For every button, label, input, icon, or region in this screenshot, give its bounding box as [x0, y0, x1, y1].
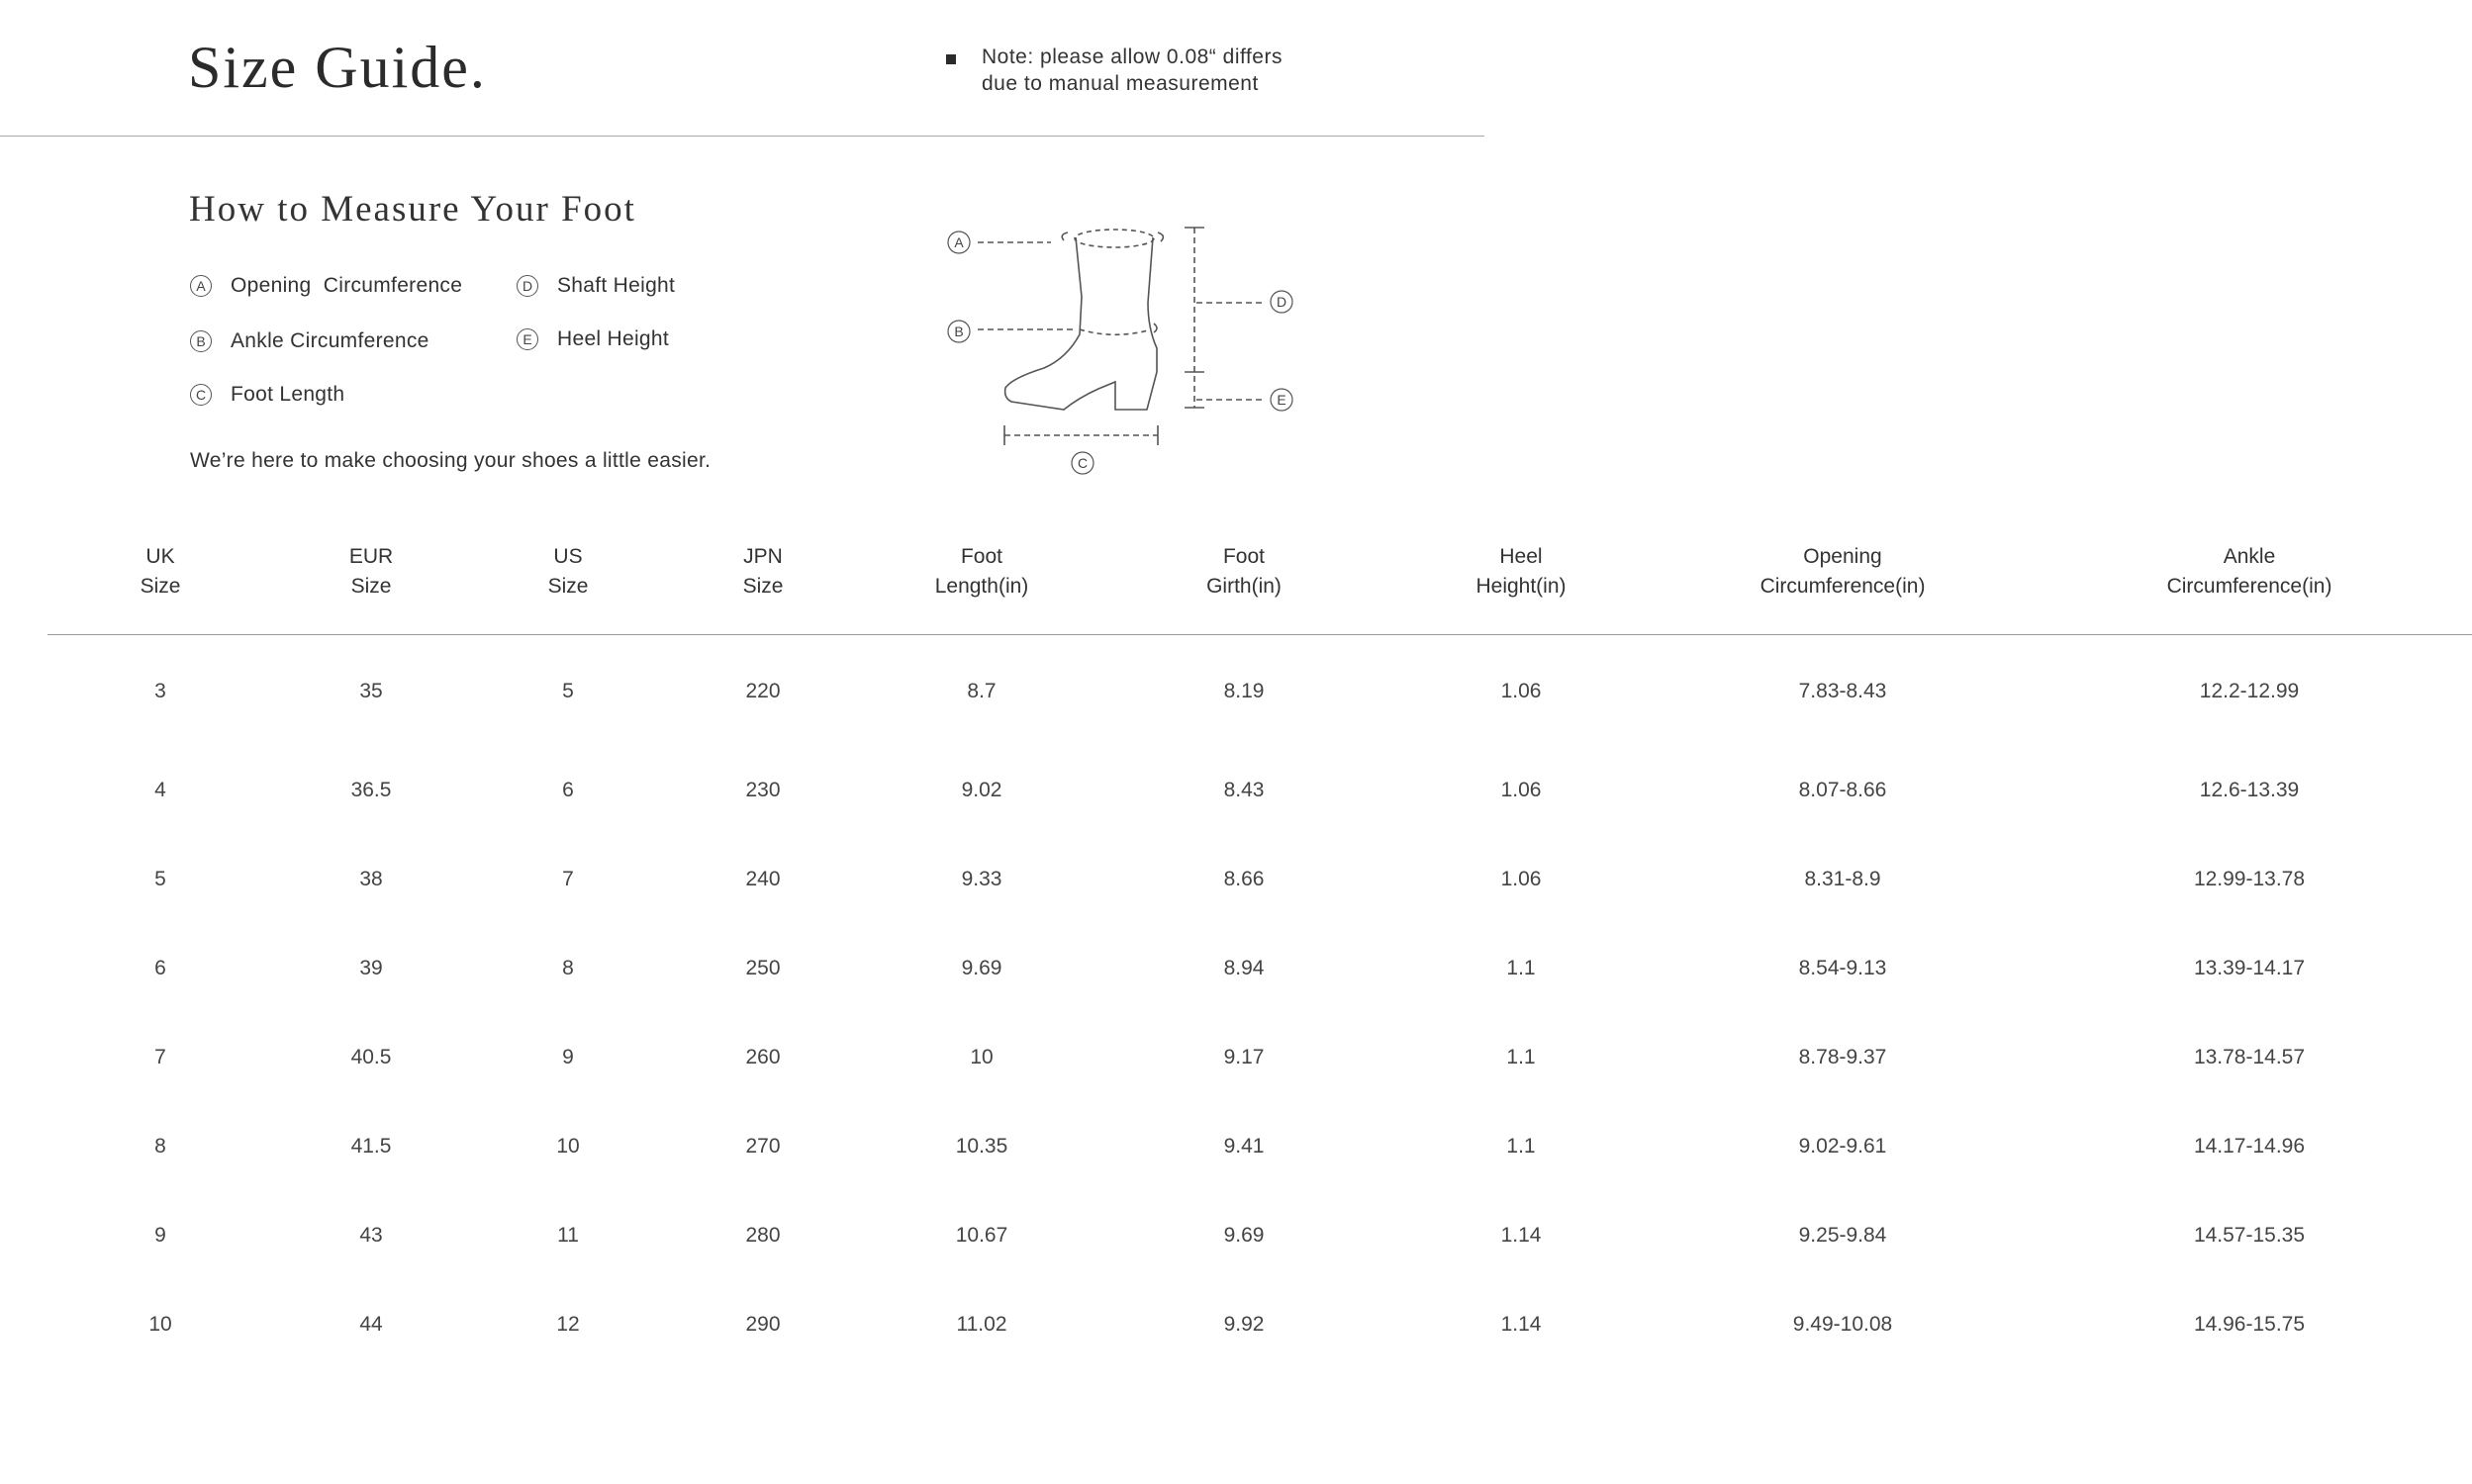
cell-eur-size: 36.5: [350, 779, 392, 801]
cell-us-size: 12: [556, 1313, 580, 1336]
cell-uk-size: 6: [154, 957, 166, 979]
legend-marker-b-icon: B: [190, 330, 212, 352]
column-header-ankle-circumference: Ankle Circumference(in): [2027, 534, 2472, 635]
cell-opening-circumference: 8.54-9.13: [1798, 957, 1887, 979]
diagram-label-b: B: [954, 324, 964, 339]
cell-eur-size: 40.5: [350, 1046, 392, 1068]
note-bullet-icon: [946, 54, 956, 64]
cell-foot-length: 9.69: [961, 957, 1002, 979]
column-header-jpn-size: JPN Size: [667, 534, 859, 635]
cell-opening-circumference: 8.78-9.37: [1798, 1046, 1887, 1068]
cell-foot-length: 11.02: [956, 1313, 1007, 1336]
column-header-foot-length: Foot Length(in): [859, 534, 1104, 635]
cell-us-size: 8: [562, 957, 574, 979]
cell-eur-size: 41.5: [350, 1135, 392, 1158]
cell-foot-girth: 8.94: [1223, 957, 1265, 979]
cell-us-size: 5: [562, 680, 574, 702]
cell-eur-size: 43: [359, 1224, 383, 1247]
column-header-foot-girth: Foot Girth(in): [1104, 534, 1383, 635]
column-header-uk-size: UK Size: [48, 534, 273, 635]
cell-heel-height: 1.14: [1500, 1224, 1542, 1247]
table-header-row: [48, 534, 2472, 635]
diagram-label-a: A: [954, 234, 964, 250]
tagline: We’re here to make choosing your shoes a little easier.: [190, 449, 712, 472]
cell-foot-length: 10: [970, 1046, 994, 1068]
boot-outline-icon: [1005, 230, 1164, 410]
legend-label: Ankle Circumference: [231, 329, 429, 352]
cell-us-size: 10: [556, 1135, 580, 1158]
cell-ankle-circumference: 14.17-14.96: [2193, 1135, 2306, 1158]
measure-section-title: How to Measure Your Foot: [189, 189, 636, 230]
cell-opening-circumference: 8.31-8.9: [1804, 868, 1881, 890]
cell-uk-size: 4: [154, 779, 166, 801]
table-row: [48, 924, 2472, 1013]
table-row: [48, 1102, 2472, 1191]
legend-label: Shaft Height: [557, 274, 676, 297]
page-title: Size Guide.: [188, 35, 487, 100]
cell-us-size: 11: [557, 1224, 579, 1247]
table-row: [48, 1280, 2472, 1369]
size-chart-table: [48, 534, 2472, 1369]
table-row: [48, 1191, 2472, 1280]
cell-opening-circumference: 7.83-8.43: [1798, 680, 1887, 702]
cell-opening-circumference: 9.25-9.84: [1798, 1224, 1887, 1247]
column-header-eur-size: EUR Size: [273, 534, 469, 635]
cell-foot-girth: 8.66: [1223, 868, 1265, 890]
table-row: [48, 746, 2472, 835]
diagram-label-e: E: [1277, 392, 1286, 408]
cell-heel-height: 1.1: [1506, 1135, 1536, 1158]
cell-us-size: 9: [562, 1046, 574, 1068]
legend-marker-d-icon: D: [517, 275, 538, 297]
cell-uk-size: 7: [154, 1046, 166, 1068]
cell-foot-girth: 9.17: [1223, 1046, 1265, 1068]
cell-uk-size: 3: [154, 680, 166, 702]
cell-jpn-size: 240: [745, 868, 781, 890]
cell-heel-height: 1.06: [1500, 680, 1542, 702]
legend-marker-c-icon: C: [190, 384, 212, 406]
cell-us-size: 6: [562, 779, 574, 801]
cell-foot-length: 9.02: [961, 779, 1002, 801]
cell-foot-length: 9.33: [961, 868, 1002, 890]
legend-marker-e-icon: E: [517, 328, 538, 350]
cell-opening-circumference: 9.02-9.61: [1798, 1135, 1887, 1158]
cell-jpn-size: 220: [745, 680, 781, 702]
cell-jpn-size: 230: [745, 779, 781, 801]
cell-uk-size: 10: [148, 1313, 172, 1336]
cell-foot-length: 8.7: [967, 680, 997, 702]
table-row: [48, 635, 2472, 747]
cell-foot-girth: 8.19: [1223, 680, 1265, 702]
diagram-label-c: C: [1077, 455, 1089, 471]
legend-label: Heel Height: [557, 327, 670, 350]
cell-jpn-size: 260: [745, 1046, 781, 1068]
diagram-label-d: D: [1276, 294, 1287, 310]
cell-foot-girth: 8.43: [1223, 779, 1265, 801]
cell-foot-girth: 9.41: [1223, 1135, 1265, 1158]
cell-eur-size: 38: [359, 868, 383, 890]
cell-jpn-size: 250: [745, 957, 781, 979]
cell-foot-length: 10.35: [955, 1135, 1008, 1158]
cell-uk-size: 9: [154, 1224, 166, 1247]
cell-ankle-circumference: 13.39-14.17: [2193, 957, 2306, 979]
cell-eur-size: 44: [359, 1313, 383, 1336]
cell-opening-circumference: 9.49-10.08: [1792, 1313, 1893, 1336]
cell-heel-height: 1.14: [1500, 1313, 1542, 1336]
table-row: [48, 835, 2472, 924]
cell-ankle-circumference: 12.6-13.39: [2199, 779, 2300, 801]
cell-heel-height: 1.06: [1500, 868, 1542, 890]
cell-jpn-size: 270: [745, 1135, 781, 1158]
cell-ankle-circumference: 14.96-15.75: [2193, 1313, 2306, 1336]
table-row: [48, 1013, 2472, 1102]
note-text: Note: please allow 0.08“ differs due to manual measurement: [982, 46, 1283, 95]
cell-heel-height: 1.06: [1500, 779, 1542, 801]
cell-jpn-size: 280: [745, 1224, 781, 1247]
header-divider: [0, 136, 1484, 137]
legend-label: Foot Length: [231, 383, 345, 406]
column-header-us-size: US Size: [469, 534, 667, 635]
cell-foot-girth: 9.92: [1223, 1313, 1265, 1336]
cell-heel-height: 1.1: [1506, 1046, 1536, 1068]
cell-opening-circumference: 8.07-8.66: [1798, 779, 1887, 801]
cell-foot-girth: 9.69: [1223, 1224, 1265, 1247]
cell-foot-length: 10.67: [955, 1224, 1008, 1247]
cell-eur-size: 35: [359, 680, 383, 702]
cell-ankle-circumference: 14.57-15.35: [2193, 1224, 2306, 1247]
cell-ankle-circumference: 13.78-14.57: [2193, 1046, 2306, 1068]
cell-ankle-circumference: 12.99-13.78: [2193, 868, 2306, 890]
table-body: [48, 635, 2472, 1370]
dimension-lines: [978, 228, 1262, 445]
cell-eur-size: 39: [359, 957, 383, 979]
legend-label: Opening Circumference: [231, 274, 463, 297]
cell-uk-size: 8: [154, 1135, 166, 1158]
column-header-opening-circumference: Opening Circumference(in): [1659, 534, 2027, 635]
column-header-heel-height: Heel Height(in): [1383, 534, 1659, 635]
cell-us-size: 7: [562, 868, 574, 890]
legend-marker-a-icon: A: [190, 275, 212, 297]
boot-measurement-diagram: [940, 213, 1306, 490]
cell-ankle-circumference: 12.2-12.99: [2199, 680, 2300, 702]
cell-heel-height: 1.1: [1506, 957, 1536, 979]
cell-jpn-size: 290: [745, 1313, 781, 1336]
cell-uk-size: 5: [154, 868, 166, 890]
